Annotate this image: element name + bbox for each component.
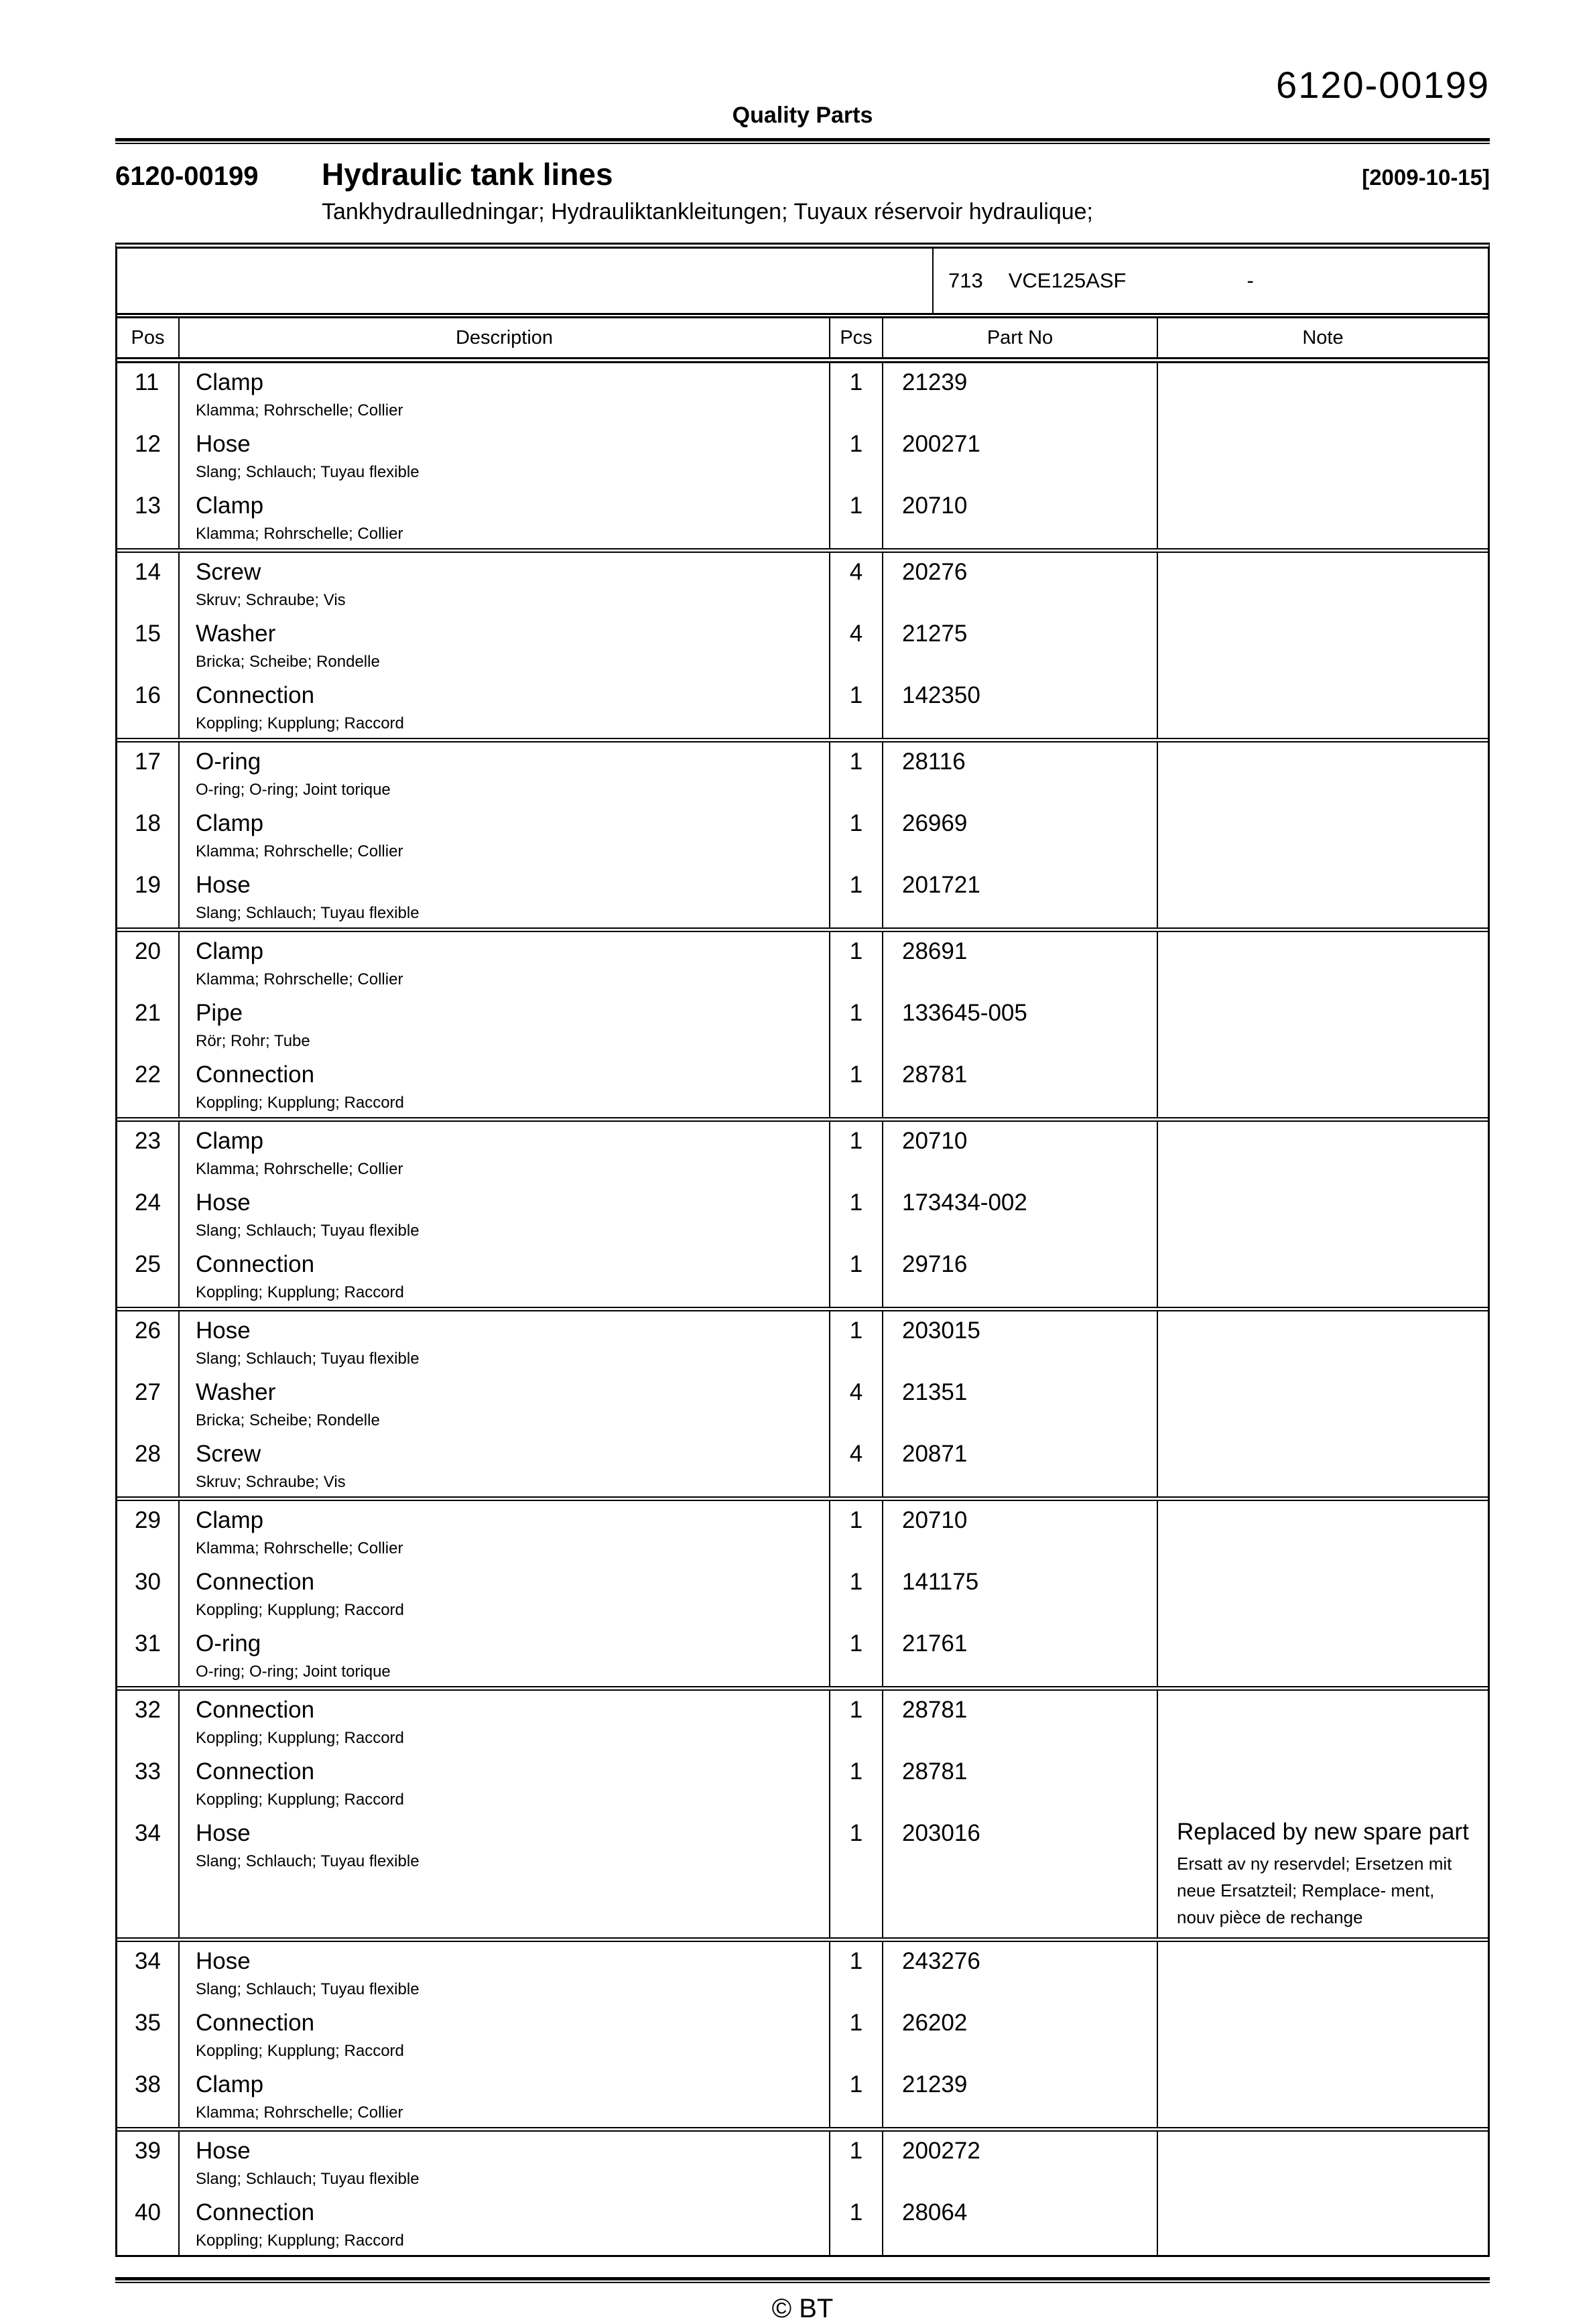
part-name-translations: Koppling; Kupplung; Raccord: [196, 1283, 404, 1301]
cell-pcs: 1: [830, 1942, 883, 2004]
cell-part-no: 21275: [883, 615, 1158, 676]
document-header: [115, 64, 1490, 130]
cell-pos: 34: [117, 1814, 180, 1937]
part-name: Connection: [196, 1061, 315, 1088]
part-name-translations: Bricka; Scheibe; Rondelle: [196, 1411, 380, 1429]
cell-description: [180, 866, 830, 927]
cell-pcs: 1: [830, 1563, 883, 1624]
cell-note: [1158, 1373, 1488, 1435]
cell-pos: 19: [117, 866, 180, 927]
cell-pcs: 1: [830, 425, 883, 487]
table-row: [117, 866, 1488, 932]
part-name-translations: Slang; Schlauch; Tuyau flexible: [196, 463, 420, 481]
cell-pos: 11: [117, 363, 180, 425]
cell-note: [1158, 1311, 1488, 1373]
cell-description: [180, 932, 830, 994]
part-name: Connection: [196, 2199, 315, 2225]
cell-part-no: 203016: [883, 1814, 1158, 1937]
cell-description: [180, 2065, 830, 2127]
column-header-note: Note: [1302, 326, 1344, 348]
cell-note: [1158, 1752, 1488, 1814]
column-header-pcs: Pcs: [830, 318, 883, 357]
model-info-box: [117, 249, 1488, 318]
note-text: Replaced by new spare part: [1177, 1819, 1469, 1845]
cell-description: [180, 553, 830, 615]
cell-pcs: 1: [830, 487, 883, 548]
part-name-translations: Slang; Schlauch; Tuyau flexible: [196, 904, 420, 922]
cell-description: [180, 615, 830, 676]
cell-note: [1158, 1501, 1488, 1563]
cell-note: [1158, 676, 1488, 738]
cell-description: [180, 1245, 830, 1307]
cell-description: [180, 1814, 830, 1937]
cell-part-no: 26202: [883, 2004, 1158, 2065]
part-name-translations: Klamma; Rohrschelle; Collier: [196, 2104, 403, 2122]
part-name: Connection: [196, 1569, 315, 1595]
part-name: Clamp: [196, 493, 264, 519]
part-name-translations: Koppling; Kupplung; Raccord: [196, 2042, 404, 2060]
cell-pcs: 1: [830, 2132, 883, 2193]
cell-pcs: 1: [830, 1122, 883, 1183]
part-name: Connection: [196, 2010, 315, 2036]
note-translations: Ersatt av ny reservdel; Ersetzen mit neue Ersatzteil; Remplace- ment, nouv pièce de rechange: [1177, 1854, 1452, 1927]
part-name-translations: Slang; Schlauch; Tuyau flexible: [196, 2170, 420, 2188]
model-dash: -: [1247, 269, 1254, 292]
cell-description: [180, 1122, 830, 1183]
table-row: [117, 1563, 1488, 1624]
cell-note: [1158, 2132, 1488, 2193]
cell-pos: 26: [117, 1311, 180, 1373]
cell-part-no: 21761: [883, 1624, 1158, 1686]
cell-description: [180, 425, 830, 487]
cell-description: [180, 1435, 830, 1496]
cell-pcs: 1: [830, 994, 883, 1055]
part-name: Washer: [196, 621, 276, 647]
table-row: [117, 615, 1488, 676]
cell-part-no: 141175: [883, 1563, 1158, 1624]
cell-note: [1158, 1563, 1488, 1624]
cell-pos: 13: [117, 487, 180, 548]
part-name: Screw: [196, 559, 261, 585]
cell-part-no: 21351: [883, 1373, 1158, 1435]
model-name: VCE125ASF: [1008, 269, 1127, 292]
part-name-translations: O-ring; O-ring; Joint torique: [196, 781, 391, 799]
table-row: [117, 1814, 1488, 1942]
cell-part-no: 28064: [883, 2193, 1158, 2255]
part-name-translations: Koppling; Kupplung; Raccord: [196, 2232, 404, 2250]
part-name: O-ring: [196, 1630, 261, 1657]
cell-pcs: 1: [830, 1814, 883, 1937]
cell-pcs: 1: [830, 804, 883, 866]
cell-pcs: 4: [830, 1373, 883, 1435]
cell-note: [1158, 2004, 1488, 2065]
part-name-translations: Klamma; Rohrschelle; Collier: [196, 970, 403, 988]
cell-note: [1158, 1624, 1488, 1686]
cell-part-no: 20710: [883, 487, 1158, 548]
cell-part-no: 203015: [883, 1311, 1158, 1373]
cell-pos: 30: [117, 1563, 180, 1624]
cell-pcs: 4: [830, 615, 883, 676]
cell-note: [1158, 1122, 1488, 1183]
table-row: [117, 1942, 1488, 2004]
cell-pos: 27: [117, 1373, 180, 1435]
cell-pcs: 1: [830, 676, 883, 738]
part-name: Hose: [196, 1948, 251, 1974]
cell-note: [1158, 553, 1488, 615]
cell-part-no: 133645-005: [883, 994, 1158, 1055]
table-row: [117, 1624, 1488, 1691]
table-row: [117, 2004, 1488, 2065]
cell-pos: 38: [117, 2065, 180, 2127]
cell-pcs: 1: [830, 2004, 883, 2065]
cell-pos: 25: [117, 1245, 180, 1307]
cell-pos: 29: [117, 1501, 180, 1563]
cell-note: [1158, 1055, 1488, 1117]
cell-pos: 31: [117, 1624, 180, 1686]
cell-part-no: 20710: [883, 1501, 1158, 1563]
table-header-row: [117, 318, 1488, 363]
part-name-translations: Koppling; Kupplung; Raccord: [196, 1601, 404, 1619]
cell-part-no: 28691: [883, 932, 1158, 994]
column-header-pos: Pos: [117, 318, 180, 357]
cell-note: [1158, 1814, 1488, 1937]
cell-pos: 18: [117, 804, 180, 866]
document-code: 6120-00199: [115, 162, 259, 191]
model-code: 713: [948, 269, 983, 292]
table-row: [117, 2065, 1488, 2132]
cell-note: [1158, 2193, 1488, 2255]
table-row: [117, 1245, 1488, 1311]
cell-description: [180, 743, 830, 804]
cell-description: [180, 487, 830, 548]
table-row: [117, 804, 1488, 866]
cell-pos: 15: [117, 615, 180, 676]
cell-part-no: 28781: [883, 1691, 1158, 1752]
table-row: [117, 2132, 1488, 2193]
part-name-translations: Slang; Schlauch; Tuyau flexible: [196, 1980, 420, 1998]
part-name: Connection: [196, 1251, 315, 1277]
cell-description: [180, 804, 830, 866]
cell-description: [180, 1055, 830, 1117]
part-name: Hose: [196, 2138, 251, 2164]
part-name-translations: Slang; Schlauch; Tuyau flexible: [196, 1852, 420, 1870]
part-name-translations: Slang; Schlauch; Tuyau flexible: [196, 1222, 420, 1240]
cell-part-no: 20276: [883, 553, 1158, 615]
footer-rule: [115, 2277, 1490, 2283]
cell-pcs: 1: [830, 363, 883, 425]
part-name-translations: Koppling; Kupplung; Raccord: [196, 714, 404, 732]
cell-part-no: 28116: [883, 743, 1158, 804]
cell-pcs: 4: [830, 553, 883, 615]
model-info-cell: [934, 249, 1488, 313]
cell-note: [1158, 866, 1488, 927]
cell-pcs: 1: [830, 2193, 883, 2255]
cell-pos: 22: [117, 1055, 180, 1117]
cell-pcs: 1: [830, 1752, 883, 1814]
cell-pos: 32: [117, 1691, 180, 1752]
part-name-translations: Koppling; Kupplung; Raccord: [196, 1094, 404, 1112]
part-name-translations: Bricka; Scheibe; Rondelle: [196, 653, 380, 671]
model-info-empty-cell: [117, 249, 934, 313]
part-name-translations: Skruv; Schraube; Vis: [196, 1473, 346, 1491]
cell-description: [180, 994, 830, 1055]
cell-part-no: 28781: [883, 1055, 1158, 1117]
table-row: [117, 1691, 1488, 1752]
table-row: [117, 743, 1488, 804]
cell-description: [180, 1183, 830, 1245]
cell-description: [180, 1563, 830, 1624]
table-row: [117, 1501, 1488, 1563]
table-row: [117, 932, 1488, 994]
cell-part-no: 26969: [883, 804, 1158, 866]
cell-part-no: 173434-002: [883, 1183, 1158, 1245]
cell-pcs: 1: [830, 2065, 883, 2127]
cell-description: [180, 363, 830, 425]
cell-note: [1158, 1435, 1488, 1496]
cell-description: [180, 1373, 830, 1435]
part-name: Hose: [196, 1820, 251, 1846]
cell-part-no: 200272: [883, 2132, 1158, 2193]
table-row: [117, 487, 1488, 553]
table-row: [117, 425, 1488, 487]
cell-note: [1158, 363, 1488, 425]
table-row: [117, 1752, 1488, 1814]
table-row: [117, 1435, 1488, 1501]
cell-pos: 28: [117, 1435, 180, 1496]
part-name-translations: Klamma; Rohrschelle; Collier: [196, 401, 403, 419]
part-name: Clamp: [196, 810, 264, 836]
cell-pos: 14: [117, 553, 180, 615]
cell-pcs: 1: [830, 1055, 883, 1117]
part-name: Pipe: [196, 1000, 243, 1026]
cell-note: [1158, 1183, 1488, 1245]
cell-part-no: 201721: [883, 866, 1158, 927]
table-row: [117, 553, 1488, 615]
part-name: Clamp: [196, 369, 264, 395]
header-rule: [115, 138, 1490, 144]
cell-note: [1158, 932, 1488, 994]
table-row: [117, 1311, 1488, 1373]
cell-description: [180, 2004, 830, 2065]
cell-part-no: 20871: [883, 1435, 1158, 1496]
parts-table-body: [117, 363, 1488, 2255]
part-name: Connection: [196, 1697, 315, 1723]
cell-pcs: 1: [830, 1311, 883, 1373]
cell-part-no: 21239: [883, 363, 1158, 425]
cell-pcs: 1: [830, 1624, 883, 1686]
cell-pos: 21: [117, 994, 180, 1055]
cell-note: [1158, 487, 1488, 548]
cell-description: [180, 1691, 830, 1752]
cell-pos: 24: [117, 1183, 180, 1245]
part-name: Hose: [196, 431, 251, 457]
cell-description: [180, 2132, 830, 2193]
part-name: Hose: [196, 1317, 251, 1344]
cell-pos: 23: [117, 1122, 180, 1183]
cell-note: [1158, 425, 1488, 487]
cell-note: [1158, 804, 1488, 866]
cell-pos: 40: [117, 2193, 180, 2255]
table-row: [117, 1055, 1488, 1122]
cell-part-no: 243276: [883, 1942, 1158, 2004]
cell-note: [1158, 1245, 1488, 1307]
cell-note: [1158, 2065, 1488, 2127]
part-name: Clamp: [196, 938, 264, 964]
brand-title: Quality Parts: [732, 103, 873, 128]
cell-note: [1158, 1942, 1488, 2004]
copyright: © BT: [771, 2294, 834, 2323]
part-name: Connection: [196, 682, 315, 708]
part-name: Clamp: [196, 2071, 264, 2097]
cell-pcs: 1: [830, 866, 883, 927]
cell-note: [1158, 743, 1488, 804]
cell-description: [180, 1624, 830, 1686]
cell-pos: 39: [117, 2132, 180, 2193]
cell-part-no: 20710: [883, 1122, 1158, 1183]
cell-pcs: 1: [830, 1501, 883, 1563]
cell-pcs: 1: [830, 1183, 883, 1245]
part-name-translations: Klamma; Rohrschelle; Collier: [196, 1160, 403, 1178]
part-name-translations: Klamma; Rohrschelle; Collier: [196, 525, 403, 543]
table-row: [117, 994, 1488, 1055]
table-row: [117, 1183, 1488, 1245]
part-name-translations: Skruv; Schraube; Vis: [196, 591, 346, 609]
part-name-translations: Slang; Schlauch; Tuyau flexible: [196, 1350, 420, 1368]
table-row: [117, 1122, 1488, 1183]
part-name-translations: Rör; Rohr; Tube: [196, 1032, 310, 1050]
parts-table: [115, 243, 1490, 2257]
part-name: Hose: [196, 872, 251, 898]
column-header-part-no: Part No: [883, 318, 1158, 357]
part-name-translations: Klamma; Rohrschelle; Collier: [196, 1539, 403, 1557]
cell-pcs: 1: [830, 1691, 883, 1752]
part-name-translations: Koppling; Kupplung; Raccord: [196, 1791, 404, 1809]
cell-note: [1158, 994, 1488, 1055]
cell-pos: 12: [117, 425, 180, 487]
cell-pos: 33: [117, 1752, 180, 1814]
table-row: [117, 676, 1488, 743]
cell-pos: 34: [117, 1942, 180, 2004]
cell-note: [1158, 1691, 1488, 1752]
part-name: Screw: [196, 1441, 261, 1467]
part-name: Hose: [196, 1189, 251, 1216]
table-row: [117, 2193, 1488, 2255]
cell-part-no: 200271: [883, 425, 1158, 487]
cell-description: [180, 2193, 830, 2255]
page-number-code: 6120-00199: [1276, 64, 1490, 106]
part-name-translations: Koppling; Kupplung; Raccord: [196, 1729, 404, 1747]
cell-description: [180, 1311, 830, 1373]
part-name: Connection: [196, 1758, 315, 1785]
cell-pos: 17: [117, 743, 180, 804]
cell-pcs: 4: [830, 1435, 883, 1496]
cell-note: [1158, 615, 1488, 676]
cell-pos: 16: [117, 676, 180, 738]
cell-part-no: 142350: [883, 676, 1158, 738]
page-subtitle: Tankhydraulledningar; Hydrauliktankleitungen; Tuyaux réservoir hydraulique;: [322, 199, 1093, 224]
part-name-translations: Klamma; Rohrschelle; Collier: [196, 842, 403, 860]
page-title: Hydraulic tank lines: [322, 157, 613, 192]
cell-description: [180, 676, 830, 738]
cell-part-no: 29716: [883, 1245, 1158, 1307]
document-footer: [115, 2294, 1490, 2324]
column-header-description: Description: [180, 318, 830, 357]
part-name: Clamp: [196, 1507, 264, 1533]
table-row: [117, 363, 1488, 425]
cell-pos: 20: [117, 932, 180, 994]
title-row: [115, 156, 1490, 192]
part-name: Clamp: [196, 1128, 264, 1154]
part-name: O-ring: [196, 749, 261, 775]
revision-date: [2009-10-15]: [1362, 165, 1490, 190]
cell-part-no: 28781: [883, 1752, 1158, 1814]
part-name: Washer: [196, 1379, 276, 1405]
cell-part-no: 21239: [883, 2065, 1158, 2127]
cell-description: [180, 1501, 830, 1563]
table-row: [117, 1373, 1488, 1435]
cell-description: [180, 1942, 830, 2004]
cell-pos: 35: [117, 2004, 180, 2065]
cell-pcs: 1: [830, 1245, 883, 1307]
cell-pcs: 1: [830, 743, 883, 804]
cell-pcs: 1: [830, 932, 883, 994]
part-name-translations: O-ring; O-ring; Joint torique: [196, 1663, 391, 1681]
cell-description: [180, 1752, 830, 1814]
